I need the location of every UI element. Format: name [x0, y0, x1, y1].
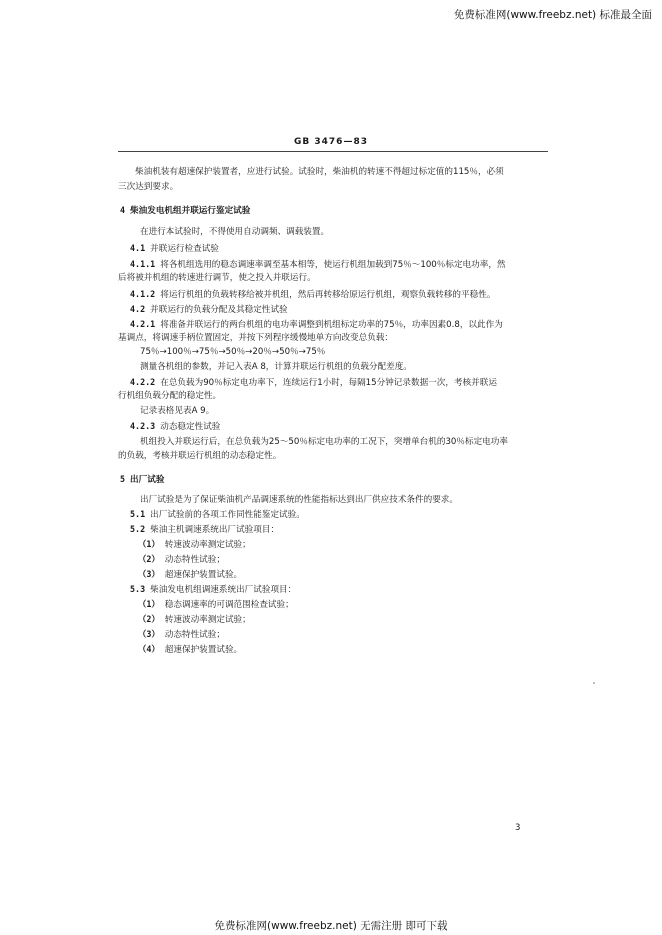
clause-text: 并联运行检查试验	[150, 244, 219, 254]
text-line-i-5-2-1	[138, 538, 251, 551]
text-line-i-5-2-2	[138, 553, 225, 566]
text-line-p-4-2-3b	[118, 450, 281, 462]
text-line-i-5-3-1	[138, 598, 294, 611]
clause-number: 4	[120, 205, 126, 215]
clause-text: 动态稳定性试验	[160, 422, 221, 432]
clause-number: （4）	[138, 644, 160, 654]
clause-text: 转速波动率测定试验；	[164, 615, 251, 625]
clause-text: 将运行机组的负载转移给被并机组，然后再转移给原运行机组，观察负载转移的平稳性。	[160, 290, 496, 300]
text-line-i-5-2-3	[138, 568, 242, 581]
text-line-p-4-2-1c	[140, 346, 325, 358]
text-line-p-4-1-1b	[118, 272, 316, 284]
clause-text: 记录表格见表A 9。	[140, 406, 215, 416]
text-line-p-5-2	[130, 523, 279, 536]
text-line-h-4-2	[130, 303, 288, 316]
text-line-p-4-2-3a	[140, 436, 508, 448]
text-line-h-4-1	[130, 242, 219, 255]
clause-number: （3）	[138, 629, 160, 639]
text-line-p-overspeed-2	[118, 181, 178, 193]
clause-number: 4.1.1	[130, 259, 156, 269]
clause-text: 动态特性试验；	[164, 630, 225, 640]
clause-text: 出厂试验是为了保证柴油机产品调速系统的性能指标达到出厂供应技术条件的要求。	[140, 495, 458, 505]
clause-number: 5.2	[130, 524, 146, 534]
clause-text: 柴油发电机组调速系统出厂试验项目：	[150, 585, 297, 595]
clause-text: 测量各机组的参数，并记入表A 8，计算并联运行机组的负载分配差度。	[140, 362, 412, 372]
page-number: 3	[515, 823, 521, 833]
text-line-p-4-intro	[140, 226, 329, 238]
clause-text: 在进行本试验时，不得使用自动调频、调载装置。	[140, 227, 330, 237]
clause-text: 稳态调速率的可调范围检查试验；	[164, 600, 294, 610]
clause-text: 动态特性试验；	[164, 555, 225, 565]
text-line-p-4-2-1a	[130, 318, 503, 331]
clause-number: 4.2.1	[130, 319, 156, 329]
clause-text: 出厂试验前的各项工作同性能鉴定试验。	[150, 510, 305, 520]
clause-text: 并联运行的负载分配及其稳定性试验	[150, 305, 288, 315]
clause-text: 出厂试验	[130, 475, 165, 485]
clause-number: 5.1	[130, 509, 146, 519]
clause-text: 将准备并联运行的两台机组的电功率调整到机组标定功率的75％，功率因素0.8，以此作为	[160, 320, 503, 330]
clause-text: 转速波动率测定试验；	[164, 540, 251, 550]
clause-text: 75％→100％→75％→50％→20％→50％→75％	[140, 347, 326, 357]
clause-text: 柴油机装有超速保护装置者，应进行试验。试验时，柴油机的转速不得超过标定值的115％，必须	[135, 167, 504, 177]
clause-text: 基调点，将调速手柄位置固定，并按下列程序缓慢地单方向改变总负载：	[118, 333, 394, 343]
site-banner-top: 免费标准网(www.freebz.net) 标准最全面	[453, 9, 652, 21]
text-line-p-4-1-1a	[130, 258, 506, 271]
clause-text: 柴油发电机组并联运行鉴定试验	[130, 206, 251, 216]
text-line-p-overspeed-1	[135, 166, 504, 178]
clause-text: 机组投入并联运行后，在总负载为25～50％标定电功率的工况下，突增单台机的30％标定电功率	[140, 437, 508, 447]
clause-text: 柴油主机调速系统出厂试验项目：	[150, 525, 280, 535]
clause-number: 4.2.3	[130, 421, 156, 431]
text-line-p-4-2-2b	[118, 390, 221, 402]
text-line-p-4-2-2a	[130, 376, 497, 389]
clause-number: 5	[120, 474, 126, 484]
text-line-p-4-2-2c	[140, 405, 214, 417]
clause-number: （3）	[138, 569, 160, 579]
text-line-h-4-2-3	[130, 420, 220, 433]
clause-number: 4.1	[130, 243, 146, 253]
text-line-i-5-3-3	[138, 628, 225, 641]
header-rule	[118, 151, 548, 152]
clause-number: （2）	[138, 554, 160, 564]
text-line-p-4-2-1d	[140, 361, 412, 373]
text-line-h-5	[120, 473, 164, 486]
clause-text: 超速保护装置试验。	[164, 645, 243, 655]
clause-number: 4.2.2	[130, 377, 156, 387]
scan-speck	[593, 682, 595, 684]
text-line-h-4	[120, 204, 250, 217]
clause-number: （1）	[138, 599, 160, 609]
text-line-p-5-3	[130, 583, 296, 596]
clause-text: 行机组负载分配的稳定性。	[118, 391, 222, 401]
clause-number: 4.2	[130, 304, 146, 314]
text-line-p-5-intro	[140, 494, 458, 506]
clause-text: 将各机组选用的稳态调速率调至基本相等，使运行机组加载到75％～100％标定电功率，然	[160, 260, 506, 270]
clause-number: 4.1.2	[130, 289, 156, 299]
clause-text: 在总负载为90％标定电功率下，连续运行1小时，每隔15分钟记录数据一次，考核并联运	[160, 378, 497, 388]
clause-number: （2）	[138, 614, 160, 624]
clause-number: 5.3	[130, 584, 146, 594]
text-line-p-4-1-2	[130, 288, 495, 301]
clause-text: 的负载，考核并联运行机组的动态稳定性。	[118, 451, 282, 461]
standard-code-header: GB 3476—83	[294, 137, 368, 147]
text-line-i-5-3-4	[138, 643, 242, 656]
clause-text: 后将被并机组的转速进行调节，使之投入并联运行。	[118, 273, 316, 283]
clause-text: 超速保护装置试验。	[164, 570, 243, 580]
site-banner-bottom: 免费标准网(www.freebz.net) 无需注册 即可下载	[214, 920, 448, 932]
clause-text: 三次达到要求。	[118, 182, 179, 192]
text-line-p-4-2-1b	[118, 332, 393, 344]
text-line-i-5-3-2	[138, 613, 251, 626]
clause-number: （1）	[138, 539, 160, 549]
text-line-p-5-1	[130, 508, 305, 521]
